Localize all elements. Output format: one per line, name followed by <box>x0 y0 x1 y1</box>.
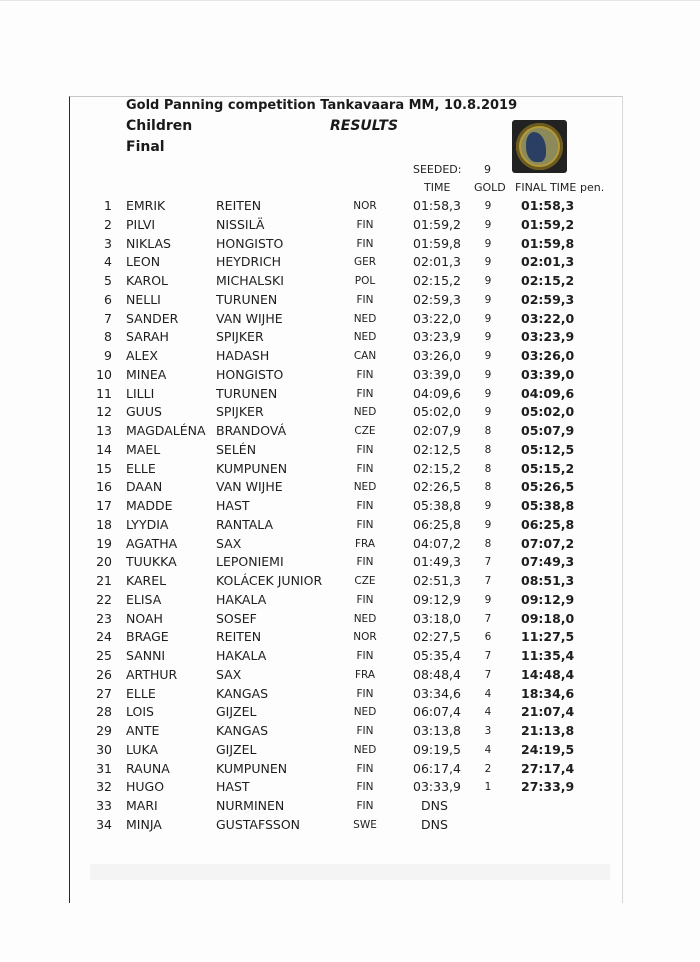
row-last-name: HONGISTO <box>216 366 284 382</box>
row-last-name: SPIJKER <box>216 404 264 420</box>
row-nation: FIN <box>356 650 374 662</box>
row-time: 09:19,5 <box>413 741 461 757</box>
row-position: 29 <box>96 723 112 738</box>
row-gold: 4 <box>484 706 492 719</box>
row-final-time: 05:38,8 <box>521 498 575 513</box>
row-nation: FIN <box>356 237 374 250</box>
row-position: 19 <box>96 535 112 551</box>
results-label: RESULTS <box>330 118 399 134</box>
row-last-name: SOSEF <box>216 610 257 626</box>
table-row <box>0 779 700 797</box>
seeded-value: 9 <box>484 163 491 176</box>
row-first-name: EMRIK <box>126 198 166 213</box>
table-row <box>0 648 700 666</box>
table-row <box>0 329 700 347</box>
table-row <box>0 686 700 704</box>
row-last-name: NISSILÄ <box>216 216 265 232</box>
row-first-name: BRAGE <box>126 629 169 645</box>
col-header-gold: GOLD <box>474 181 506 194</box>
row-time: 06:17,4 <box>413 760 461 776</box>
row-time: 03:23,9 <box>413 329 461 345</box>
category-label: Children <box>126 118 193 134</box>
table-row <box>0 348 700 366</box>
row-nation: FIN <box>356 762 374 775</box>
row-final-time: 05:07,9 <box>521 423 575 438</box>
row-nation: FIN <box>356 387 374 400</box>
row-final-time: 11:35,4 <box>521 648 575 663</box>
row-last-name: MICHALSKI <box>216 273 284 288</box>
row-time: 09:12,9 <box>413 591 461 607</box>
table-row <box>0 554 700 572</box>
association-logo-icon <box>512 120 567 173</box>
row-position: 33 <box>96 798 112 813</box>
row-time: 01:59,8 <box>413 235 461 251</box>
row-final-time: 05:12,5 <box>521 441 575 457</box>
row-final-time: 24:19,5 <box>521 741 575 757</box>
row-last-name: HAST <box>216 779 250 795</box>
row-nation: FIN <box>356 800 374 812</box>
row-time: 04:09,6 <box>413 385 461 401</box>
row-nation: NED <box>353 312 377 325</box>
row-gold: 2 <box>484 762 492 775</box>
row-final-time: 01:58,3 <box>521 198 575 213</box>
row-time: 03:13,8 <box>413 723 461 738</box>
row-first-name: MINEA <box>126 366 167 382</box>
table-row <box>0 629 700 647</box>
row-position: 16 <box>96 479 112 495</box>
row-last-name: GIJZEL <box>216 741 257 757</box>
table-row <box>0 311 700 329</box>
table-row <box>0 479 700 497</box>
row-first-name: NIKLAS <box>126 235 171 251</box>
row-final-time: 21:13,8 <box>521 723 575 738</box>
row-position: 25 <box>96 648 112 663</box>
row-last-name: TURUNEN <box>216 291 278 307</box>
row-gold: 8 <box>484 537 492 550</box>
row-time: 01:59,2 <box>413 216 461 232</box>
row-final-time: 08:51,3 <box>521 573 575 588</box>
row-last-name: HONGISTO <box>216 235 284 251</box>
row-nation: FRA <box>354 668 376 681</box>
row-nation: FIN <box>356 556 374 569</box>
row-time: DNS <box>421 798 448 813</box>
row-time: 05:35,4 <box>413 648 461 663</box>
row-final-time: 05:26,5 <box>521 479 575 495</box>
row-first-name: ELLE <box>126 685 156 701</box>
row-last-name: VAN WIJHE <box>216 479 283 495</box>
table-row <box>0 517 700 535</box>
table-row <box>0 273 700 291</box>
row-position: 24 <box>96 629 112 645</box>
row-nation: FIN <box>356 293 374 306</box>
row-gold: 4 <box>484 687 492 700</box>
row-time: 03:18,0 <box>413 610 461 626</box>
row-first-name: SANNI <box>126 648 166 663</box>
row-position: 12 <box>96 404 112 420</box>
row-nation: FIN <box>356 443 374 456</box>
table-row <box>0 442 700 460</box>
row-first-name: MARI <box>126 798 158 813</box>
row-position: 15 <box>96 460 112 476</box>
row-nation: POL <box>354 275 376 287</box>
row-final-time: 09:12,9 <box>521 591 575 607</box>
row-gold: 9 <box>484 256 492 269</box>
row-last-name: SPIJKER <box>216 329 264 345</box>
row-position: 30 <box>96 741 112 757</box>
row-position: 17 <box>96 498 112 513</box>
row-position: 34 <box>96 816 112 832</box>
table-row <box>0 198 700 216</box>
row-nation: CZE <box>354 575 376 587</box>
row-time: 03:26,0 <box>413 348 461 363</box>
row-position: 9 <box>104 348 112 363</box>
row-last-name: GUSTAFSSON <box>216 816 301 832</box>
row-last-name: KANGAS <box>216 685 269 701</box>
row-time: 01:58,3 <box>413 198 461 213</box>
row-last-name: HAKALA <box>216 648 267 663</box>
row-gold: 1 <box>484 781 492 794</box>
table-row <box>0 461 700 479</box>
col-header-time: TIME <box>424 181 451 194</box>
table-row <box>0 423 700 441</box>
table-row <box>0 536 700 554</box>
table-row <box>0 723 700 741</box>
row-gold: 9 <box>484 518 492 531</box>
row-time: 02:12,5 <box>413 441 461 457</box>
row-final-time: 27:17,4 <box>521 760 575 776</box>
row-last-name: TURUNEN <box>216 385 278 401</box>
row-gold: 9 <box>484 593 492 606</box>
row-nation: NED <box>353 331 377 344</box>
row-final-time: 04:09,6 <box>521 385 575 401</box>
row-time: 01:49,3 <box>413 554 461 570</box>
table-row <box>0 386 700 404</box>
row-position: 20 <box>96 554 112 570</box>
row-last-name: SAX <box>216 535 242 551</box>
row-final-time: 11:27,5 <box>521 629 575 645</box>
row-nation: NED <box>353 612 377 625</box>
row-first-name: MAEL <box>126 441 161 457</box>
row-last-name: SAX <box>216 666 242 682</box>
row-position: 3 <box>104 235 112 251</box>
row-time: 08:48,4 <box>413 666 461 682</box>
row-position: 4 <box>104 254 112 270</box>
row-gold: 9 <box>484 500 492 512</box>
row-final-time: 01:59,2 <box>521 216 575 232</box>
row-final-time: 18:34,6 <box>521 685 575 701</box>
row-position: 23 <box>96 610 112 626</box>
table-row <box>0 236 700 254</box>
empty-row-strip <box>90 864 610 880</box>
row-position: 13 <box>96 423 112 438</box>
row-gold: 8 <box>484 481 492 494</box>
page-top-edge <box>0 0 700 1</box>
row-final-time: 03:26,0 <box>521 348 575 363</box>
row-last-name: KUMPUNEN <box>216 760 288 776</box>
row-nation: CZE <box>354 425 376 437</box>
row-final-time: 27:33,9 <box>521 779 575 795</box>
row-position: 31 <box>96 760 112 776</box>
row-first-name: DAAN <box>126 479 163 495</box>
row-gold: 4 <box>484 743 492 756</box>
row-gold: 7 <box>484 612 492 625</box>
row-last-name: HADASH <box>216 348 270 363</box>
row-nation: NED <box>353 706 377 719</box>
row-gold: 8 <box>484 425 492 437</box>
row-final-time: 03:22,0 <box>521 310 575 326</box>
row-final-time: 02:15,2 <box>521 273 575 288</box>
table-row <box>0 667 700 685</box>
seeded-label: SEEDED: <box>413 163 462 176</box>
row-final-time: 14:48,4 <box>521 666 575 682</box>
row-nation: NOR <box>353 631 377 644</box>
row-final-time: 05:02,0 <box>521 404 575 420</box>
row-gold: 9 <box>484 293 492 306</box>
row-last-name: LEPONIEMI <box>216 554 284 570</box>
row-time: 02:15,2 <box>413 273 461 288</box>
row-gold: 9 <box>484 275 492 287</box>
row-final-time: 02:59,3 <box>521 291 575 307</box>
row-nation: GER <box>353 256 377 269</box>
row-time: 02:07,9 <box>413 423 461 438</box>
row-first-name: HUGO <box>126 779 165 795</box>
row-nation: FIN <box>356 593 374 606</box>
row-time: 02:15,2 <box>413 460 461 476</box>
row-final-time: 06:25,8 <box>521 516 575 532</box>
row-time: 02:27,5 <box>413 629 461 645</box>
row-first-name: NOAH <box>126 610 163 626</box>
row-time: 04:07,2 <box>413 535 461 551</box>
row-final-time: 09:18,0 <box>521 610 575 626</box>
row-first-name: ELISA <box>126 591 162 607</box>
row-last-name: KUMPUNEN <box>216 460 288 476</box>
row-position: 21 <box>96 573 112 588</box>
row-nation: NED <box>353 406 377 419</box>
row-gold: 9 <box>484 312 492 325</box>
row-gold: 9 <box>484 406 492 419</box>
row-gold: 7 <box>484 668 492 681</box>
row-last-name: HEYDRICH <box>216 254 282 270</box>
document-title: Gold Panning competition Tankavaara MM, 10.8.2019 <box>126 98 518 113</box>
row-last-name: HAKALA <box>216 591 267 607</box>
row-first-name: LUKA <box>126 741 159 757</box>
row-gold: 6 <box>484 631 492 644</box>
row-first-name: ALEX <box>126 348 158 363</box>
row-first-name: MAGDALÉNA <box>126 423 206 438</box>
row-time: 02:01,3 <box>413 254 461 270</box>
table-row <box>0 367 700 385</box>
row-gold: 8 <box>484 443 492 456</box>
row-gold: 9 <box>484 331 492 344</box>
row-position: 26 <box>96 666 112 682</box>
row-first-name: KAREL <box>126 573 167 588</box>
row-final-time: 21:07,4 <box>521 704 575 720</box>
row-position: 22 <box>96 591 112 607</box>
row-position: 8 <box>104 329 112 345</box>
table-row <box>0 611 700 629</box>
col-header-final-time: FINAL TIME <box>515 181 577 194</box>
row-position: 1 <box>104 198 112 213</box>
row-nation: CAN <box>353 350 377 362</box>
row-nation: SWE <box>353 818 377 831</box>
row-time: 03:33,9 <box>413 779 461 795</box>
row-gold: 3 <box>484 725 492 737</box>
row-position: 10 <box>96 366 112 382</box>
row-time: 03:22,0 <box>413 310 461 326</box>
row-position: 32 <box>96 779 112 795</box>
row-position: 18 <box>96 516 112 532</box>
row-first-name: LYYDIA <box>126 516 169 532</box>
row-final-time: 07:49,3 <box>521 554 575 570</box>
row-time: 06:25,8 <box>413 516 461 532</box>
row-gold: 9 <box>484 237 492 250</box>
row-nation: FIN <box>356 218 374 231</box>
row-first-name: TUUKKA <box>126 554 177 570</box>
row-last-name: REITEN <box>216 198 262 213</box>
row-first-name: PILVI <box>126 216 156 232</box>
row-first-name: ELLE <box>126 460 156 476</box>
row-gold: 7 <box>484 575 492 587</box>
table-row <box>0 573 700 591</box>
table-row <box>0 817 700 835</box>
row-time: 02:59,3 <box>413 291 461 307</box>
row-first-name: NELLI <box>126 291 161 307</box>
row-gold: 9 <box>484 200 492 212</box>
row-first-name: AGATHA <box>126 535 178 551</box>
row-gold: 9 <box>484 387 492 400</box>
row-nation: NOR <box>353 200 377 212</box>
row-first-name: SARAH <box>126 329 169 345</box>
row-position: 28 <box>96 704 112 720</box>
row-nation: FIN <box>356 500 374 512</box>
row-first-name: LOIS <box>126 704 154 720</box>
row-final-time: 03:23,9 <box>521 329 575 345</box>
row-final-time: 03:39,0 <box>521 366 575 382</box>
table-row <box>0 704 700 722</box>
row-gold: 7 <box>484 556 492 569</box>
row-final-time: 02:01,3 <box>521 254 575 270</box>
table-row <box>0 217 700 235</box>
row-nation: FIN <box>356 781 374 794</box>
row-gold: 9 <box>484 350 492 362</box>
row-first-name: MADDE <box>126 498 173 513</box>
row-position: 6 <box>104 291 112 307</box>
row-position: 27 <box>96 685 112 701</box>
table-row <box>0 798 700 816</box>
row-last-name: BRANDOVÁ <box>216 423 287 438</box>
row-last-name: REITEN <box>216 629 262 645</box>
row-time: 03:34,6 <box>413 685 461 701</box>
row-time: 05:38,8 <box>413 498 461 513</box>
row-first-name: ANTE <box>126 723 160 738</box>
row-gold: 8 <box>484 462 492 475</box>
row-last-name: VAN WIJHE <box>216 310 283 326</box>
row-time: 02:51,3 <box>413 573 461 588</box>
row-nation: FRA <box>354 537 376 550</box>
row-time: 03:39,0 <box>413 366 461 382</box>
row-time: 02:26,5 <box>413 479 461 495</box>
row-first-name: RAUNA <box>126 760 170 776</box>
row-nation: FIN <box>356 725 374 737</box>
row-first-name: LILLI <box>126 385 155 401</box>
row-nation: FIN <box>356 518 374 531</box>
table-row <box>0 761 700 779</box>
row-nation: FIN <box>356 687 374 700</box>
table-row <box>0 742 700 760</box>
row-gold: 9 <box>484 368 492 381</box>
table-row <box>0 404 700 422</box>
row-time: DNS <box>421 816 448 832</box>
table-row <box>0 254 700 272</box>
row-first-name: LEON <box>126 254 161 270</box>
table-row <box>0 592 700 610</box>
row-first-name: SANDER <box>126 310 179 326</box>
col-header-pen: pen. <box>580 181 605 194</box>
row-nation: FIN <box>356 368 374 381</box>
row-first-name: GUUS <box>126 404 162 420</box>
row-first-name: MINJA <box>126 816 162 832</box>
round-label: Final <box>126 139 165 155</box>
row-last-name: KOLÁCEK JUNIOR <box>216 573 323 588</box>
table-row <box>0 292 700 310</box>
row-position: 2 <box>104 216 112 232</box>
row-nation: FIN <box>356 462 374 475</box>
row-last-name: GIJZEL <box>216 704 257 720</box>
row-gold: 9 <box>484 218 492 231</box>
row-nation: NED <box>353 743 377 756</box>
row-last-name: SELÉN <box>216 441 257 457</box>
row-last-name: KANGAS <box>216 723 269 738</box>
row-position: 7 <box>104 310 112 326</box>
row-first-name: ARTHUR <box>126 666 178 682</box>
row-last-name: RANTALA <box>216 516 274 532</box>
row-final-time: 01:59,8 <box>521 235 575 251</box>
row-nation: NED <box>353 481 377 494</box>
row-time: 06:07,4 <box>413 704 461 720</box>
row-position: 11 <box>96 385 112 401</box>
row-position: 14 <box>96 441 112 457</box>
row-last-name: NURMINEN <box>216 798 285 813</box>
row-first-name: KAROL <box>126 273 169 288</box>
row-position: 5 <box>104 273 112 288</box>
row-gold: 7 <box>484 650 492 662</box>
row-last-name: HAST <box>216 498 250 513</box>
table-row <box>0 498 700 516</box>
row-time: 05:02,0 <box>413 404 461 420</box>
row-final-time: 05:15,2 <box>521 460 575 476</box>
row-final-time: 07:07,2 <box>521 535 575 551</box>
